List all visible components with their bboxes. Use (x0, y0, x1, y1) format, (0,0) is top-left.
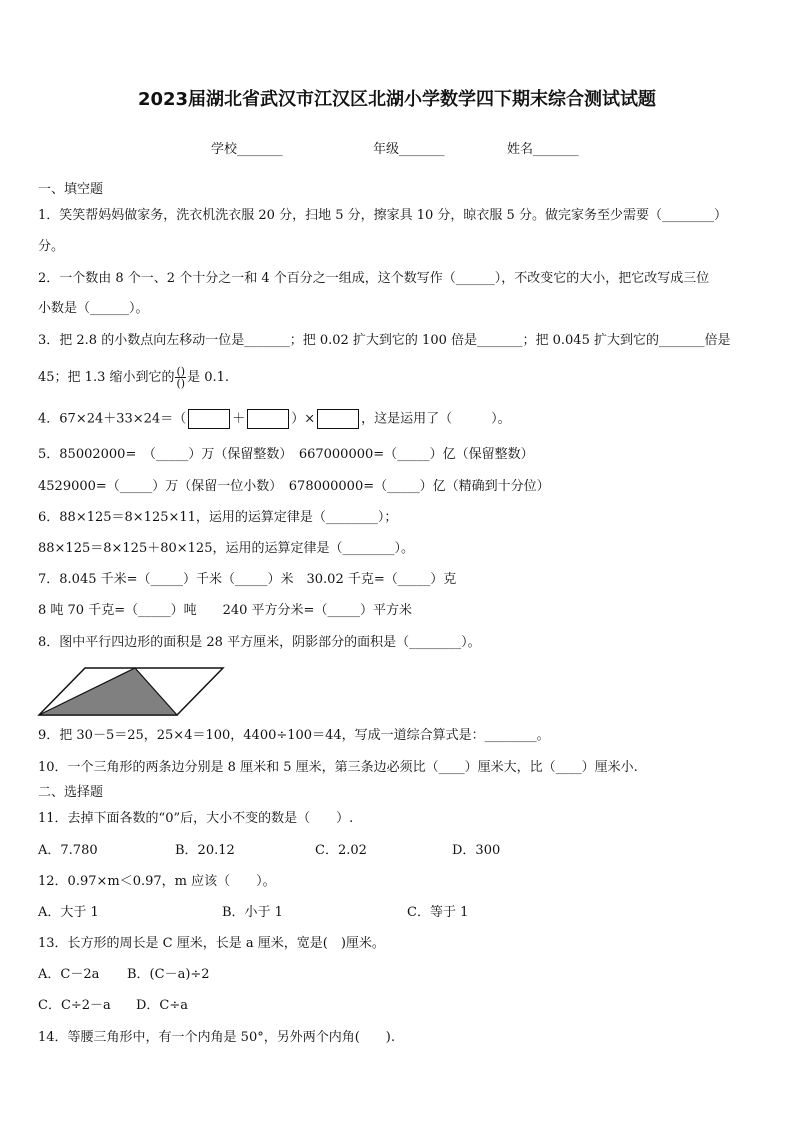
q1-line2: 分。 (38, 239, 65, 254)
fraction-denominator: () (176, 377, 186, 390)
parallelogram-figure (36, 666, 226, 718)
q2-line1: 2．一个数由 8 个一、2 个十分之一和 4 个百分之一组成，这个数写作（______），不改变它的大小，把它改写成三位 (38, 271, 710, 286)
answer-box-1[interactable] (188, 409, 230, 429)
q6-line1: 6．88×125＝8×125×11，运用的运算定律是（________）； (38, 510, 398, 525)
q11-option-b[interactable]: B．20.12 (175, 843, 235, 858)
q8-line1: 8．图中平行四边形的面积是 28 平方厘米，阴影部分的面积是（________）。 (38, 635, 481, 650)
q13-option-c[interactable]: C．C÷2－a (38, 998, 111, 1013)
q2-line2: 小数是（______）。 (38, 301, 149, 316)
q13-stem: 13．长方形的周长是 C 厘米，长是 a 厘米，宽是( )厘米。 (38, 936, 385, 951)
q4-part-a: 4．67×24＋33×24＝（ (38, 411, 187, 427)
q1-line1: 1．笑笑帮妈妈做家务，洗衣机洗衣服 20 分，扫地 5 分，擦家具 10 分，晾衣服 5 分。做完家务至少需要（________） (38, 208, 727, 223)
q7-line2: 8 吨 70 千克=（_____）吨 240 平方分米=（_____）平方米 (38, 603, 412, 618)
q14-stem: 14．等腰三角形中，有一个内角是 50°，另外两个内角( ). (38, 1030, 395, 1045)
q13-option-d[interactable]: D．C÷a (136, 998, 189, 1013)
school-field: 学校_______ (211, 142, 283, 157)
q3-line2-end: 是 0.1. (187, 370, 230, 385)
q12-stem: 12．0.97×m＜0.97，m 应该（ ）。 (38, 874, 276, 889)
name-field: 姓名_______ (507, 142, 579, 157)
section-choice: 二、选择题 (38, 785, 104, 800)
q11-stem: 11．去掉下面各数的“0”后，大小不变的数是（ ）. (38, 811, 354, 826)
q13-option-a[interactable]: A．C－2a (38, 967, 100, 982)
q4-line (38, 409, 764, 429)
fraction (175, 366, 186, 389)
q12-option-a[interactable]: A．大于 1 (38, 905, 99, 920)
q6-line2: 88×125＝8×125＋80×125，运用的运算定律是（________）。 (38, 541, 414, 556)
shaded-triangle (39, 668, 177, 715)
q4-part-c: ，这是运用了（ ）。 (361, 411, 511, 427)
q11-option-d[interactable]: D．300 (452, 843, 501, 858)
q3-line2 (38, 366, 764, 389)
q11-option-a[interactable]: A．7.780 (38, 843, 98, 858)
q5-line1: 5．85002000= （_____）万（保留整数） 667000000=（_____）亿（保留整数） (38, 447, 534, 462)
q4-plus: ＋ (232, 411, 246, 427)
q4-part-b: ）× (291, 411, 316, 427)
answer-box-2[interactable] (247, 409, 289, 429)
q11-option-c[interactable]: C．2.02 (315, 843, 367, 858)
q13-option-b[interactable]: B．(C－a)÷2 (127, 967, 210, 982)
answer-box-3[interactable] (317, 409, 359, 429)
q3-line1: 3．把 2.8 的小数点向左移动一位是_______；把 0.02 扩大到它的 100 倍是_______；把 0.045 扩大到它的_______倍是 (38, 333, 731, 348)
fraction-numerator: () (176, 365, 186, 378)
section-fill-in: 一、填空题 (38, 182, 104, 197)
q12-option-c[interactable]: C．等于 1 (407, 905, 469, 920)
q12-option-b[interactable]: B．小于 1 (222, 905, 283, 920)
q7-line1: 7．8.045 千米=（_____）千米（_____）米 30.02 千克=（_____）克 (38, 572, 457, 587)
q3-line2-start: 45；把 1.3 缩小到它的 (38, 370, 175, 385)
grade-field: 年级_______ (373, 142, 445, 157)
page-title: 2023届湖北省武汉市江汉区北湖小学数学四下期末综合测试试题 (137, 89, 657, 110)
q9-line1: 9．把 30－5＝25，25×4＝100，4400÷100＝44，写成一道综合算式是：________。 (38, 728, 550, 743)
q5-line2: 4529000=（_____）万（保留一位小数） 678000000=（_____）亿（精确到十分位） (38, 479, 550, 494)
q10-line1: 10．一个三角形的两条边分别是 8 厘米和 5 厘米，第三条边必须比（____）厘米大，比（____）厘米小. (38, 760, 638, 775)
